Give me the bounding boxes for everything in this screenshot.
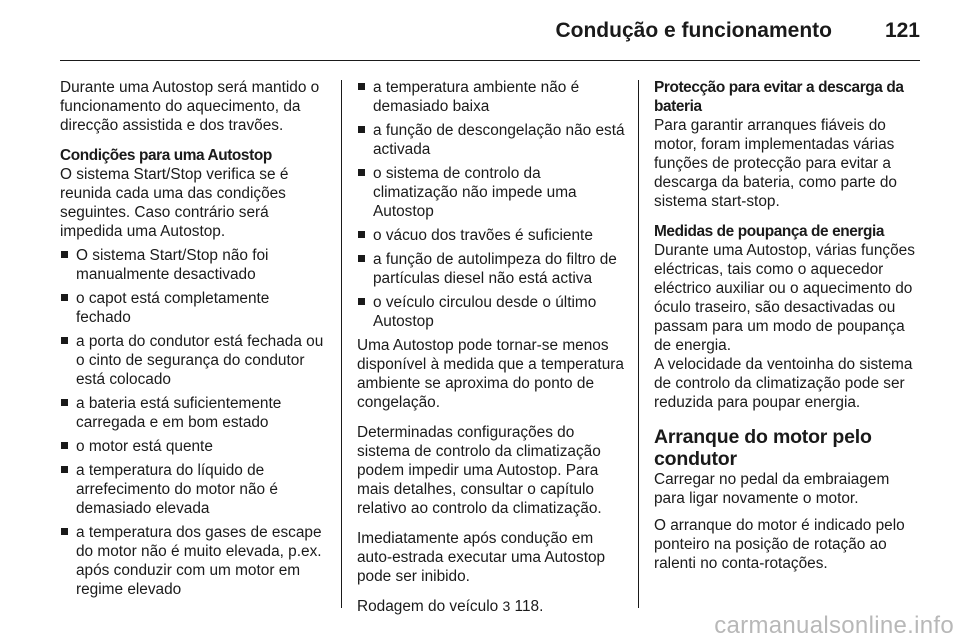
page-header (0, 0, 960, 60)
reference-text: Rodagem do veículo (357, 598, 499, 615)
list-item: o motor está quente (60, 437, 328, 456)
list-item: a temperatura dos gases de escape do motor não é muito elevada, p.ex. após conduzir com um motor em regime elevado (60, 523, 328, 599)
intro-paragraph: Durante uma Autostop será mantido o funcionamento do aquecimento, da direcção assistida e dos travões. (60, 79, 320, 134)
watermark: carmanualsonline.info (714, 612, 954, 639)
battery-protection-heading: Protecção para evitar a descarga da bateria (654, 79, 904, 115)
column-divider (341, 80, 342, 608)
column-right (654, 78, 924, 584)
list-item: a bateria está suficientemente carregada e em bom estado (60, 394, 328, 432)
battery-protection-text: Para garantir arranques fiáveis do motor, foram implementadas várias funções de protecção para evitar a descarga da bateria, como parte do sistema start-stop. (654, 117, 897, 210)
restart-indicator-text: O arranque do motor é indicado pelo ponteiro na posição de rotação ao ralenti no conta-rotações. (654, 517, 905, 572)
fan-speed-text: A velocidade da ventoinha do sistema de controlo da climatização pode ser reduzida para poupar energia. (654, 356, 913, 411)
conditions-list-continued (357, 78, 625, 331)
reference-arrow-icon: 3 (502, 598, 511, 614)
column-left (60, 78, 328, 604)
list-item: o vácuo dos travões é suficiente (357, 226, 625, 245)
header-rule (60, 60, 920, 61)
column-middle (357, 78, 625, 627)
list-item: o capot está completamente fechado (60, 289, 328, 327)
list-item: a porta do condutor está fechada ou o cinto de segurança do condutor está colocado (60, 332, 328, 389)
list-item: o sistema de controlo da climatização não impede uma Autostop (357, 164, 625, 221)
list-item: a temperatura ambiente não é demasiado baixa (357, 78, 625, 116)
column-divider (638, 80, 639, 608)
page-number: 121 (884, 19, 920, 42)
energy-saving-text: Durante uma Autostop, várias funções eléctricas, tais como o aquecedor eléctrico auxiliar ou o aquecimento do óculo traseiro, são desactivadas ou passam para um modo de poupança de energia. (654, 242, 915, 354)
conditions-heading: Condições para uma Autostop (60, 147, 272, 164)
clutch-text: Carregar no pedal da embraiagem para ligar novamente o motor. (654, 471, 890, 507)
list-item: a função de descongelação não está activada (357, 121, 625, 159)
section-title: Condução e funcionamento (555, 19, 832, 42)
cross-reference[interactable] (357, 597, 625, 616)
paragraph: Uma Autostop pode tornar-se menos disponível à medida que a temperatura ambiente se aproxima do ponto de congelação. (357, 337, 624, 411)
list-item: O sistema Start/Stop não foi manualmente desactivado (60, 246, 328, 284)
energy-saving-heading: Medidas de poupança de energia (654, 223, 885, 240)
list-item: a função de autolimpeza do filtro de partículas diesel não está activa (357, 250, 625, 288)
paragraph: Imediatamente após condução em auto-estrada executar uma Autostop pode ser inibido. (357, 530, 606, 585)
paragraph: Determinadas configurações do sistema de controlo da climatização podem impedir uma Autostop. Para mais detalhes, consultar o capítulo relativo ao controlo da climatização. (357, 424, 602, 517)
conditions-list (60, 246, 328, 599)
reference-page: 118. (514, 598, 544, 615)
driver-restart-heading: Arranque do motor pelo condutor (654, 426, 872, 470)
list-item: o veículo circulou desde o último Autostop (357, 293, 625, 331)
list-item: a temperatura do líquido de arrefecimento do motor não é demasiado elevada (60, 461, 328, 518)
conditions-text: O sistema Start/Stop verifica se é reunida cada uma das condições seguintes. Caso contrário será impedida uma Autostop. (60, 166, 289, 240)
